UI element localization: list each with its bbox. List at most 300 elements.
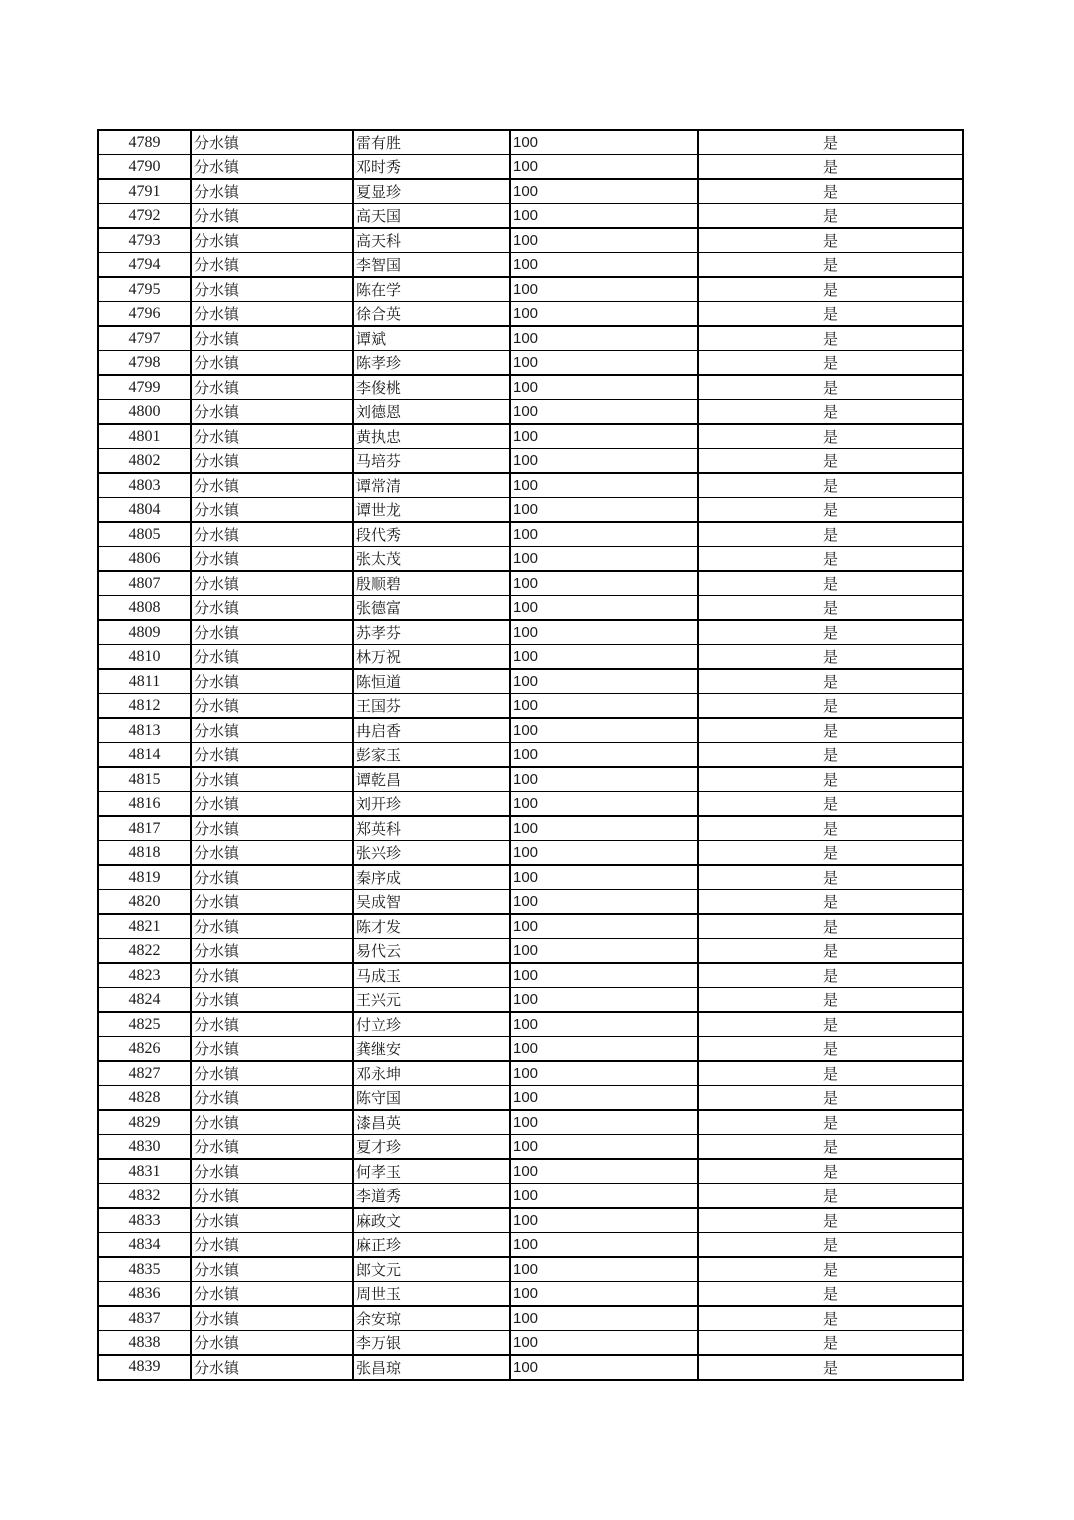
score-cell: 100 [510, 522, 698, 547]
score-cell: 100 [510, 1012, 698, 1037]
town-cell: 分水镇 [191, 449, 353, 474]
table-row [98, 767, 963, 792]
qualified-cell: 是 [698, 1110, 963, 1135]
table-row [98, 547, 963, 572]
table-row [98, 914, 963, 939]
serial-number-cell: 4795 [98, 277, 191, 302]
score-cell: 100 [510, 351, 698, 376]
qualified-cell: 是 [698, 1086, 963, 1111]
serial-number-cell: 4821 [98, 914, 191, 939]
serial-number-cell: 4816 [98, 792, 191, 817]
qualified-cell: 是 [698, 1306, 963, 1331]
serial-number-cell: 4827 [98, 1061, 191, 1086]
serial-number-cell: 4832 [98, 1184, 191, 1209]
score-cell: 100 [510, 424, 698, 449]
serial-number-cell: 4829 [98, 1110, 191, 1135]
qualified-cell: 是 [698, 1208, 963, 1233]
score-cell: 100 [510, 1086, 698, 1111]
qualified-cell: 是 [698, 620, 963, 645]
qualified-cell: 是 [698, 228, 963, 253]
town-cell: 分水镇 [191, 277, 353, 302]
person-name-cell: 李俊桃 [353, 375, 510, 400]
serial-number-cell: 4837 [98, 1306, 191, 1331]
table-row [98, 253, 963, 278]
table-row [98, 816, 963, 841]
qualified-cell: 是 [698, 179, 963, 204]
serial-number-cell: 4826 [98, 1037, 191, 1062]
person-name-cell: 王兴元 [353, 988, 510, 1013]
serial-number-cell: 4798 [98, 351, 191, 376]
qualified-cell: 是 [698, 767, 963, 792]
serial-number-cell: 4796 [98, 302, 191, 327]
score-cell: 100 [510, 1233, 698, 1258]
score-cell: 100 [510, 1135, 698, 1160]
score-cell: 100 [510, 1208, 698, 1233]
town-cell: 分水镇 [191, 1355, 353, 1380]
town-cell: 分水镇 [191, 792, 353, 817]
serial-number-cell: 4806 [98, 547, 191, 572]
person-name-cell: 刘开珍 [353, 792, 510, 817]
serial-number-cell: 4812 [98, 694, 191, 719]
town-cell: 分水镇 [191, 424, 353, 449]
person-name-cell: 夏才珍 [353, 1135, 510, 1160]
town-cell: 分水镇 [191, 743, 353, 768]
score-cell: 100 [510, 130, 698, 155]
serial-number-cell: 4823 [98, 963, 191, 988]
serial-number-cell: 4791 [98, 179, 191, 204]
qualified-cell: 是 [698, 1037, 963, 1062]
table-row [98, 1012, 963, 1037]
qualified-cell: 是 [698, 449, 963, 474]
table-row [98, 669, 963, 694]
serial-number-cell: 4834 [98, 1233, 191, 1258]
qualified-cell: 是 [698, 498, 963, 523]
table-row [98, 865, 963, 890]
score-cell: 100 [510, 1257, 698, 1282]
qualified-cell: 是 [698, 1257, 963, 1282]
serial-number-cell: 4805 [98, 522, 191, 547]
qualified-cell: 是 [698, 596, 963, 621]
person-name-cell: 付立珍 [353, 1012, 510, 1037]
table-row [98, 718, 963, 743]
person-name-cell: 陈在学 [353, 277, 510, 302]
table-row [98, 375, 963, 400]
town-cell: 分水镇 [191, 375, 353, 400]
qualified-cell: 是 [698, 890, 963, 915]
person-name-cell: 郑英科 [353, 816, 510, 841]
qualified-cell: 是 [698, 792, 963, 817]
person-name-cell: 易代云 [353, 939, 510, 964]
qualified-cell: 是 [698, 1331, 963, 1356]
qualified-cell: 是 [698, 1061, 963, 1086]
serial-number-cell: 4801 [98, 424, 191, 449]
score-cell: 100 [510, 375, 698, 400]
qualified-cell: 是 [698, 1184, 963, 1209]
qualified-cell: 是 [698, 939, 963, 964]
town-cell: 分水镇 [191, 179, 353, 204]
score-cell: 100 [510, 1159, 698, 1184]
serial-number-cell: 4797 [98, 326, 191, 351]
serial-number-cell: 4799 [98, 375, 191, 400]
serial-number-cell: 4794 [98, 253, 191, 278]
qualified-cell: 是 [698, 743, 963, 768]
qualified-cell: 是 [698, 130, 963, 155]
person-name-cell: 马成玉 [353, 963, 510, 988]
serial-number-cell: 4789 [98, 130, 191, 155]
town-cell: 分水镇 [191, 498, 353, 523]
person-name-cell: 黄执忠 [353, 424, 510, 449]
town-cell: 分水镇 [191, 645, 353, 670]
person-name-cell: 冉启香 [353, 718, 510, 743]
town-cell: 分水镇 [191, 1331, 353, 1356]
table-row [98, 939, 963, 964]
person-name-cell: 张太茂 [353, 547, 510, 572]
person-name-cell: 李道秀 [353, 1184, 510, 1209]
town-cell: 分水镇 [191, 939, 353, 964]
person-name-cell: 郎文元 [353, 1257, 510, 1282]
town-cell: 分水镇 [191, 326, 353, 351]
serial-number-cell: 4828 [98, 1086, 191, 1111]
qualified-cell: 是 [698, 865, 963, 890]
table-row [98, 1110, 963, 1135]
qualified-cell: 是 [698, 1355, 963, 1380]
town-cell: 分水镇 [191, 1135, 353, 1160]
qualified-cell: 是 [698, 1233, 963, 1258]
qualified-cell: 是 [698, 473, 963, 498]
person-name-cell: 殷顺碧 [353, 571, 510, 596]
table-row [98, 179, 963, 204]
serial-number-cell: 4830 [98, 1135, 191, 1160]
serial-number-cell: 4811 [98, 669, 191, 694]
score-cell: 100 [510, 914, 698, 939]
score-cell: 100 [510, 988, 698, 1013]
table-row [98, 743, 963, 768]
data-table [97, 129, 964, 1381]
score-cell: 100 [510, 939, 698, 964]
town-cell: 分水镇 [191, 1037, 353, 1062]
score-cell: 100 [510, 1184, 698, 1209]
person-name-cell: 李万银 [353, 1331, 510, 1356]
serial-number-cell: 4838 [98, 1331, 191, 1356]
score-cell: 100 [510, 743, 698, 768]
qualified-cell: 是 [698, 1282, 963, 1307]
person-name-cell: 雷有胜 [353, 130, 510, 155]
table-row [98, 522, 963, 547]
town-cell: 分水镇 [191, 1208, 353, 1233]
table-row [98, 1355, 963, 1380]
qualified-cell: 是 [698, 571, 963, 596]
town-cell: 分水镇 [191, 1110, 353, 1135]
serial-number-cell: 4836 [98, 1282, 191, 1307]
score-cell: 100 [510, 400, 698, 425]
qualified-cell: 是 [698, 669, 963, 694]
score-cell: 100 [510, 963, 698, 988]
qualified-cell: 是 [698, 253, 963, 278]
serial-number-cell: 4813 [98, 718, 191, 743]
table-row [98, 571, 963, 596]
town-cell: 分水镇 [191, 228, 353, 253]
serial-number-cell: 4808 [98, 596, 191, 621]
serial-number-cell: 4818 [98, 841, 191, 866]
qualified-cell: 是 [698, 424, 963, 449]
town-cell: 分水镇 [191, 155, 353, 180]
town-cell: 分水镇 [191, 204, 353, 229]
table-row [98, 963, 963, 988]
serial-number-cell: 4824 [98, 988, 191, 1013]
town-cell: 分水镇 [191, 914, 353, 939]
town-cell: 分水镇 [191, 596, 353, 621]
person-name-cell: 刘德恩 [353, 400, 510, 425]
person-name-cell: 邓永坤 [353, 1061, 510, 1086]
town-cell: 分水镇 [191, 1012, 353, 1037]
qualified-cell: 是 [698, 400, 963, 425]
qualified-cell: 是 [698, 522, 963, 547]
score-cell: 100 [510, 228, 698, 253]
score-cell: 100 [510, 669, 698, 694]
table-row [98, 694, 963, 719]
town-cell: 分水镇 [191, 351, 353, 376]
person-name-cell: 吴成智 [353, 890, 510, 915]
serial-number-cell: 4792 [98, 204, 191, 229]
person-name-cell: 徐合英 [353, 302, 510, 327]
score-cell: 100 [510, 1110, 698, 1135]
serial-number-cell: 4825 [98, 1012, 191, 1037]
serial-number-cell: 4833 [98, 1208, 191, 1233]
serial-number-cell: 4807 [98, 571, 191, 596]
table-row [98, 988, 963, 1013]
score-cell: 100 [510, 277, 698, 302]
qualified-cell: 是 [698, 302, 963, 327]
table-row [98, 155, 963, 180]
qualified-cell: 是 [698, 326, 963, 351]
qualified-cell: 是 [698, 841, 963, 866]
town-cell: 分水镇 [191, 1086, 353, 1111]
qualified-cell: 是 [698, 204, 963, 229]
serial-number-cell: 4817 [98, 816, 191, 841]
score-cell: 100 [510, 718, 698, 743]
table-row [98, 351, 963, 376]
person-name-cell: 张兴珍 [353, 841, 510, 866]
person-name-cell: 段代秀 [353, 522, 510, 547]
table-row [98, 1282, 963, 1307]
person-name-cell: 秦序成 [353, 865, 510, 890]
table-row [98, 645, 963, 670]
person-name-cell: 谭世龙 [353, 498, 510, 523]
town-cell: 分水镇 [191, 1257, 353, 1282]
person-name-cell: 麻正珍 [353, 1233, 510, 1258]
town-cell: 分水镇 [191, 1233, 353, 1258]
town-cell: 分水镇 [191, 620, 353, 645]
town-cell: 分水镇 [191, 1184, 353, 1209]
person-name-cell: 谭常清 [353, 473, 510, 498]
person-name-cell: 苏孝芬 [353, 620, 510, 645]
person-name-cell: 王国芬 [353, 694, 510, 719]
serial-number-cell: 4790 [98, 155, 191, 180]
town-cell: 分水镇 [191, 522, 353, 547]
qualified-cell: 是 [698, 718, 963, 743]
table-row [98, 1233, 963, 1258]
town-cell: 分水镇 [191, 669, 353, 694]
qualified-cell: 是 [698, 645, 963, 670]
score-cell: 100 [510, 1306, 698, 1331]
table-row [98, 1135, 963, 1160]
table-row [98, 890, 963, 915]
town-cell: 分水镇 [191, 890, 353, 915]
score-cell: 100 [510, 645, 698, 670]
table-row [98, 302, 963, 327]
score-cell: 100 [510, 694, 698, 719]
table-row [98, 1331, 963, 1356]
town-cell: 分水镇 [191, 988, 353, 1013]
person-name-cell: 夏显珍 [353, 179, 510, 204]
person-name-cell: 周世玉 [353, 1282, 510, 1307]
person-name-cell: 彭家玉 [353, 743, 510, 768]
score-cell: 100 [510, 816, 698, 841]
table-row [98, 1086, 963, 1111]
score-cell: 100 [510, 547, 698, 572]
person-name-cell: 陈守国 [353, 1086, 510, 1111]
qualified-cell: 是 [698, 1135, 963, 1160]
table-row [98, 841, 963, 866]
qualified-cell: 是 [698, 694, 963, 719]
person-name-cell: 马培芬 [353, 449, 510, 474]
score-cell: 100 [510, 449, 698, 474]
score-cell: 100 [510, 767, 698, 792]
table-row [98, 228, 963, 253]
score-cell: 100 [510, 1331, 698, 1356]
town-cell: 分水镇 [191, 473, 353, 498]
serial-number-cell: 4815 [98, 767, 191, 792]
town-cell: 分水镇 [191, 253, 353, 278]
town-cell: 分水镇 [191, 865, 353, 890]
score-cell: 100 [510, 1061, 698, 1086]
serial-number-cell: 4822 [98, 939, 191, 964]
person-name-cell: 谭斌 [353, 326, 510, 351]
table-row [98, 596, 963, 621]
table-row [98, 130, 963, 155]
town-cell: 分水镇 [191, 1282, 353, 1307]
score-cell: 100 [510, 841, 698, 866]
table-row [98, 400, 963, 425]
score-cell: 100 [510, 155, 698, 180]
table-row [98, 1061, 963, 1086]
score-cell: 100 [510, 1355, 698, 1380]
person-name-cell: 高天国 [353, 204, 510, 229]
score-cell: 100 [510, 302, 698, 327]
qualified-cell: 是 [698, 988, 963, 1013]
serial-number-cell: 4809 [98, 620, 191, 645]
town-cell: 分水镇 [191, 130, 353, 155]
town-cell: 分水镇 [191, 400, 353, 425]
serial-number-cell: 4814 [98, 743, 191, 768]
person-name-cell: 高天科 [353, 228, 510, 253]
qualified-cell: 是 [698, 375, 963, 400]
score-cell: 100 [510, 253, 698, 278]
table-row [98, 473, 963, 498]
town-cell: 分水镇 [191, 841, 353, 866]
table-row [98, 326, 963, 351]
qualified-cell: 是 [698, 547, 963, 572]
serial-number-cell: 4820 [98, 890, 191, 915]
person-name-cell: 龚继安 [353, 1037, 510, 1062]
serial-number-cell: 4831 [98, 1159, 191, 1184]
person-name-cell: 张昌琼 [353, 1355, 510, 1380]
serial-number-cell: 4835 [98, 1257, 191, 1282]
score-cell: 100 [510, 498, 698, 523]
score-cell: 100 [510, 473, 698, 498]
town-cell: 分水镇 [191, 547, 353, 572]
score-cell: 100 [510, 865, 698, 890]
person-name-cell: 张德富 [353, 596, 510, 621]
serial-number-cell: 4802 [98, 449, 191, 474]
serial-number-cell: 4793 [98, 228, 191, 253]
qualified-cell: 是 [698, 1159, 963, 1184]
serial-number-cell: 4803 [98, 473, 191, 498]
serial-number-cell: 4804 [98, 498, 191, 523]
person-name-cell: 麻政文 [353, 1208, 510, 1233]
score-cell: 100 [510, 792, 698, 817]
table-row [98, 449, 963, 474]
town-cell: 分水镇 [191, 694, 353, 719]
score-cell: 100 [510, 179, 698, 204]
town-cell: 分水镇 [191, 963, 353, 988]
score-cell: 100 [510, 1282, 698, 1307]
town-cell: 分水镇 [191, 571, 353, 596]
person-name-cell: 何孝玉 [353, 1159, 510, 1184]
table-row [98, 277, 963, 302]
table-row [98, 1257, 963, 1282]
qualified-cell: 是 [698, 963, 963, 988]
score-cell: 100 [510, 1037, 698, 1062]
qualified-cell: 是 [698, 816, 963, 841]
serial-number-cell: 4800 [98, 400, 191, 425]
score-cell: 100 [510, 204, 698, 229]
person-name-cell: 陈恒道 [353, 669, 510, 694]
serial-number-cell: 4839 [98, 1355, 191, 1380]
table-row [98, 620, 963, 645]
person-name-cell: 余安琼 [353, 1306, 510, 1331]
qualified-cell: 是 [698, 1012, 963, 1037]
town-cell: 分水镇 [191, 718, 353, 743]
table-row [98, 424, 963, 449]
town-cell: 分水镇 [191, 1159, 353, 1184]
table-row [98, 1159, 963, 1184]
qualified-cell: 是 [698, 277, 963, 302]
town-cell: 分水镇 [191, 302, 353, 327]
score-cell: 100 [510, 620, 698, 645]
town-cell: 分水镇 [191, 767, 353, 792]
qualified-cell: 是 [698, 351, 963, 376]
table-row [98, 1037, 963, 1062]
person-name-cell: 林万祝 [353, 645, 510, 670]
table-row [98, 1208, 963, 1233]
serial-number-cell: 4819 [98, 865, 191, 890]
town-cell: 分水镇 [191, 816, 353, 841]
table-body [98, 130, 963, 1380]
person-name-cell: 陈孝珍 [353, 351, 510, 376]
table-row [98, 1184, 963, 1209]
score-cell: 100 [510, 596, 698, 621]
town-cell: 分水镇 [191, 1306, 353, 1331]
table-row [98, 1306, 963, 1331]
serial-number-cell: 4810 [98, 645, 191, 670]
person-name-cell: 漆昌英 [353, 1110, 510, 1135]
qualified-cell: 是 [698, 155, 963, 180]
table-row [98, 498, 963, 523]
table-row [98, 792, 963, 817]
qualified-cell: 是 [698, 914, 963, 939]
town-cell: 分水镇 [191, 1061, 353, 1086]
